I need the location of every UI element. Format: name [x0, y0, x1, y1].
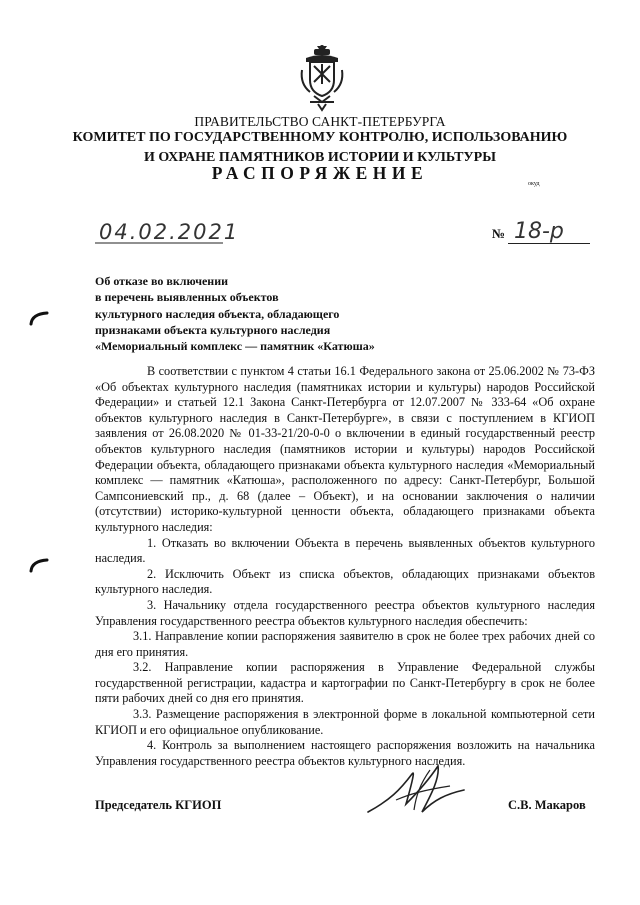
committee-name-line2: И ОХРАНЕ ПАМЯТНИКОВ ИСТОРИИ И КУЛЬТУРЫ [144, 150, 496, 165]
body-paragraph: 4. Контроль за выполнением настоящего распоряжения возложить на начальника Управления государственного реестра объектов культурного наследия. [95, 738, 595, 768]
committee-name [0, 128, 640, 168]
body-paragraph: 1. Отказать во включении Объекта в перечень выявленных объектов культурного наследия. [95, 535, 595, 566]
government-name: ПРАВИТЕЛЬСТВО САНКТ-ПЕТЕРБУРГА [194, 114, 446, 129]
body-paragraph: 3.3. Размещение распоряжения в электронной форме в локальной компьютерной сети КГИОП и его официальное опубликование. [95, 707, 595, 737]
subject-line: культурного наследия объекта, обладающего [95, 306, 340, 321]
signatory-name: С.В. Макаров [508, 798, 586, 812]
coat-of-arms-emblem [300, 44, 344, 112]
number-sign: № [492, 226, 506, 241]
subject-line: признаками объекта культурного наследия [95, 322, 331, 337]
body-paragraph: 2. Исключить Объект из списка объектов, обладающих признаками объектов культурного наследия. [95, 566, 595, 597]
document-body [95, 364, 595, 769]
body-paragraph: 3.1. Направление копии распоряжения заявителю в срок не более трех рабочих дней со дня его принятия. [95, 629, 595, 659]
document-type-title: РАСПОРЯЖЕНИЕ [211, 163, 429, 183]
body-paragraph: 3. Начальнику отдела государственного реестра объектов культурного наследия Управления государственного реестра объектов культурного наследия обеспечить: [95, 597, 595, 628]
body-paragraph: В соответствии с пунктом 4 статьи 16.1 Федерального закона от 25.06.2002 № 73-ФЗ «Об объектах культурного наследия (памятниках истории и культуры) народов Российской Федерации» и статьей 12.1 Закона Санкт-Петербурга от 12.07.2007 № 333-64 «Об охране объектов культурного наследия в Санкт-Петербурге», в связи с поступлением в КГИОП заявления от 26.08.2020 № 01-33-21/20-0-0 о включении в единый государственный реестр объектов культурного наследия (памятников истории и культуры) народов Российской Федерации объекта, обладающего признаками объекта культурного наследия «Мемориальный комплекс — памятник «Катюша», расположенного по адресу: Санкт-Петербург, Большой Сампсониевский пр., д. 68 (далее – Объект), и на основании заключения о наличии (отсутствии) историко-культурной ценности объекта, обладающего признаками объекта культурного наследия: [95, 364, 595, 534]
subject-line: «Мемориальный комплекс — памятник «Катюша» [95, 339, 375, 354]
body-paragraph: 3.2. Направление копии распоряжения в Управление Федеральной службы государственной регистрации, кадастра и картографии по Санкт-Петербургу в срок не более пяти рабочих дней со дня его принятия. [95, 660, 595, 706]
number-handwritten [512, 212, 592, 246]
committee-name-line1: КОМИТЕТ ПО ГОСУДАРСТВЕННОМУ КОНТРОЛЮ, ИСПОЛЬЗОВАНИЮ [72, 130, 568, 145]
number-value: 18-р [514, 219, 564, 244]
subject-line: в перечень выявленных объектов [95, 290, 279, 305]
subject-line: Об отказе во включении [95, 274, 229, 288]
okud-label: окуд [528, 181, 540, 187]
margin-corner-mark [28, 310, 50, 326]
margin-corner-mark [28, 557, 50, 573]
document-subject [95, 273, 435, 354]
date-value: 04.02.2021 [99, 220, 240, 244]
signatory-position: Председатель КГИОП [95, 798, 222, 812]
handwritten-signature [360, 760, 470, 820]
date-handwritten [95, 213, 240, 247]
